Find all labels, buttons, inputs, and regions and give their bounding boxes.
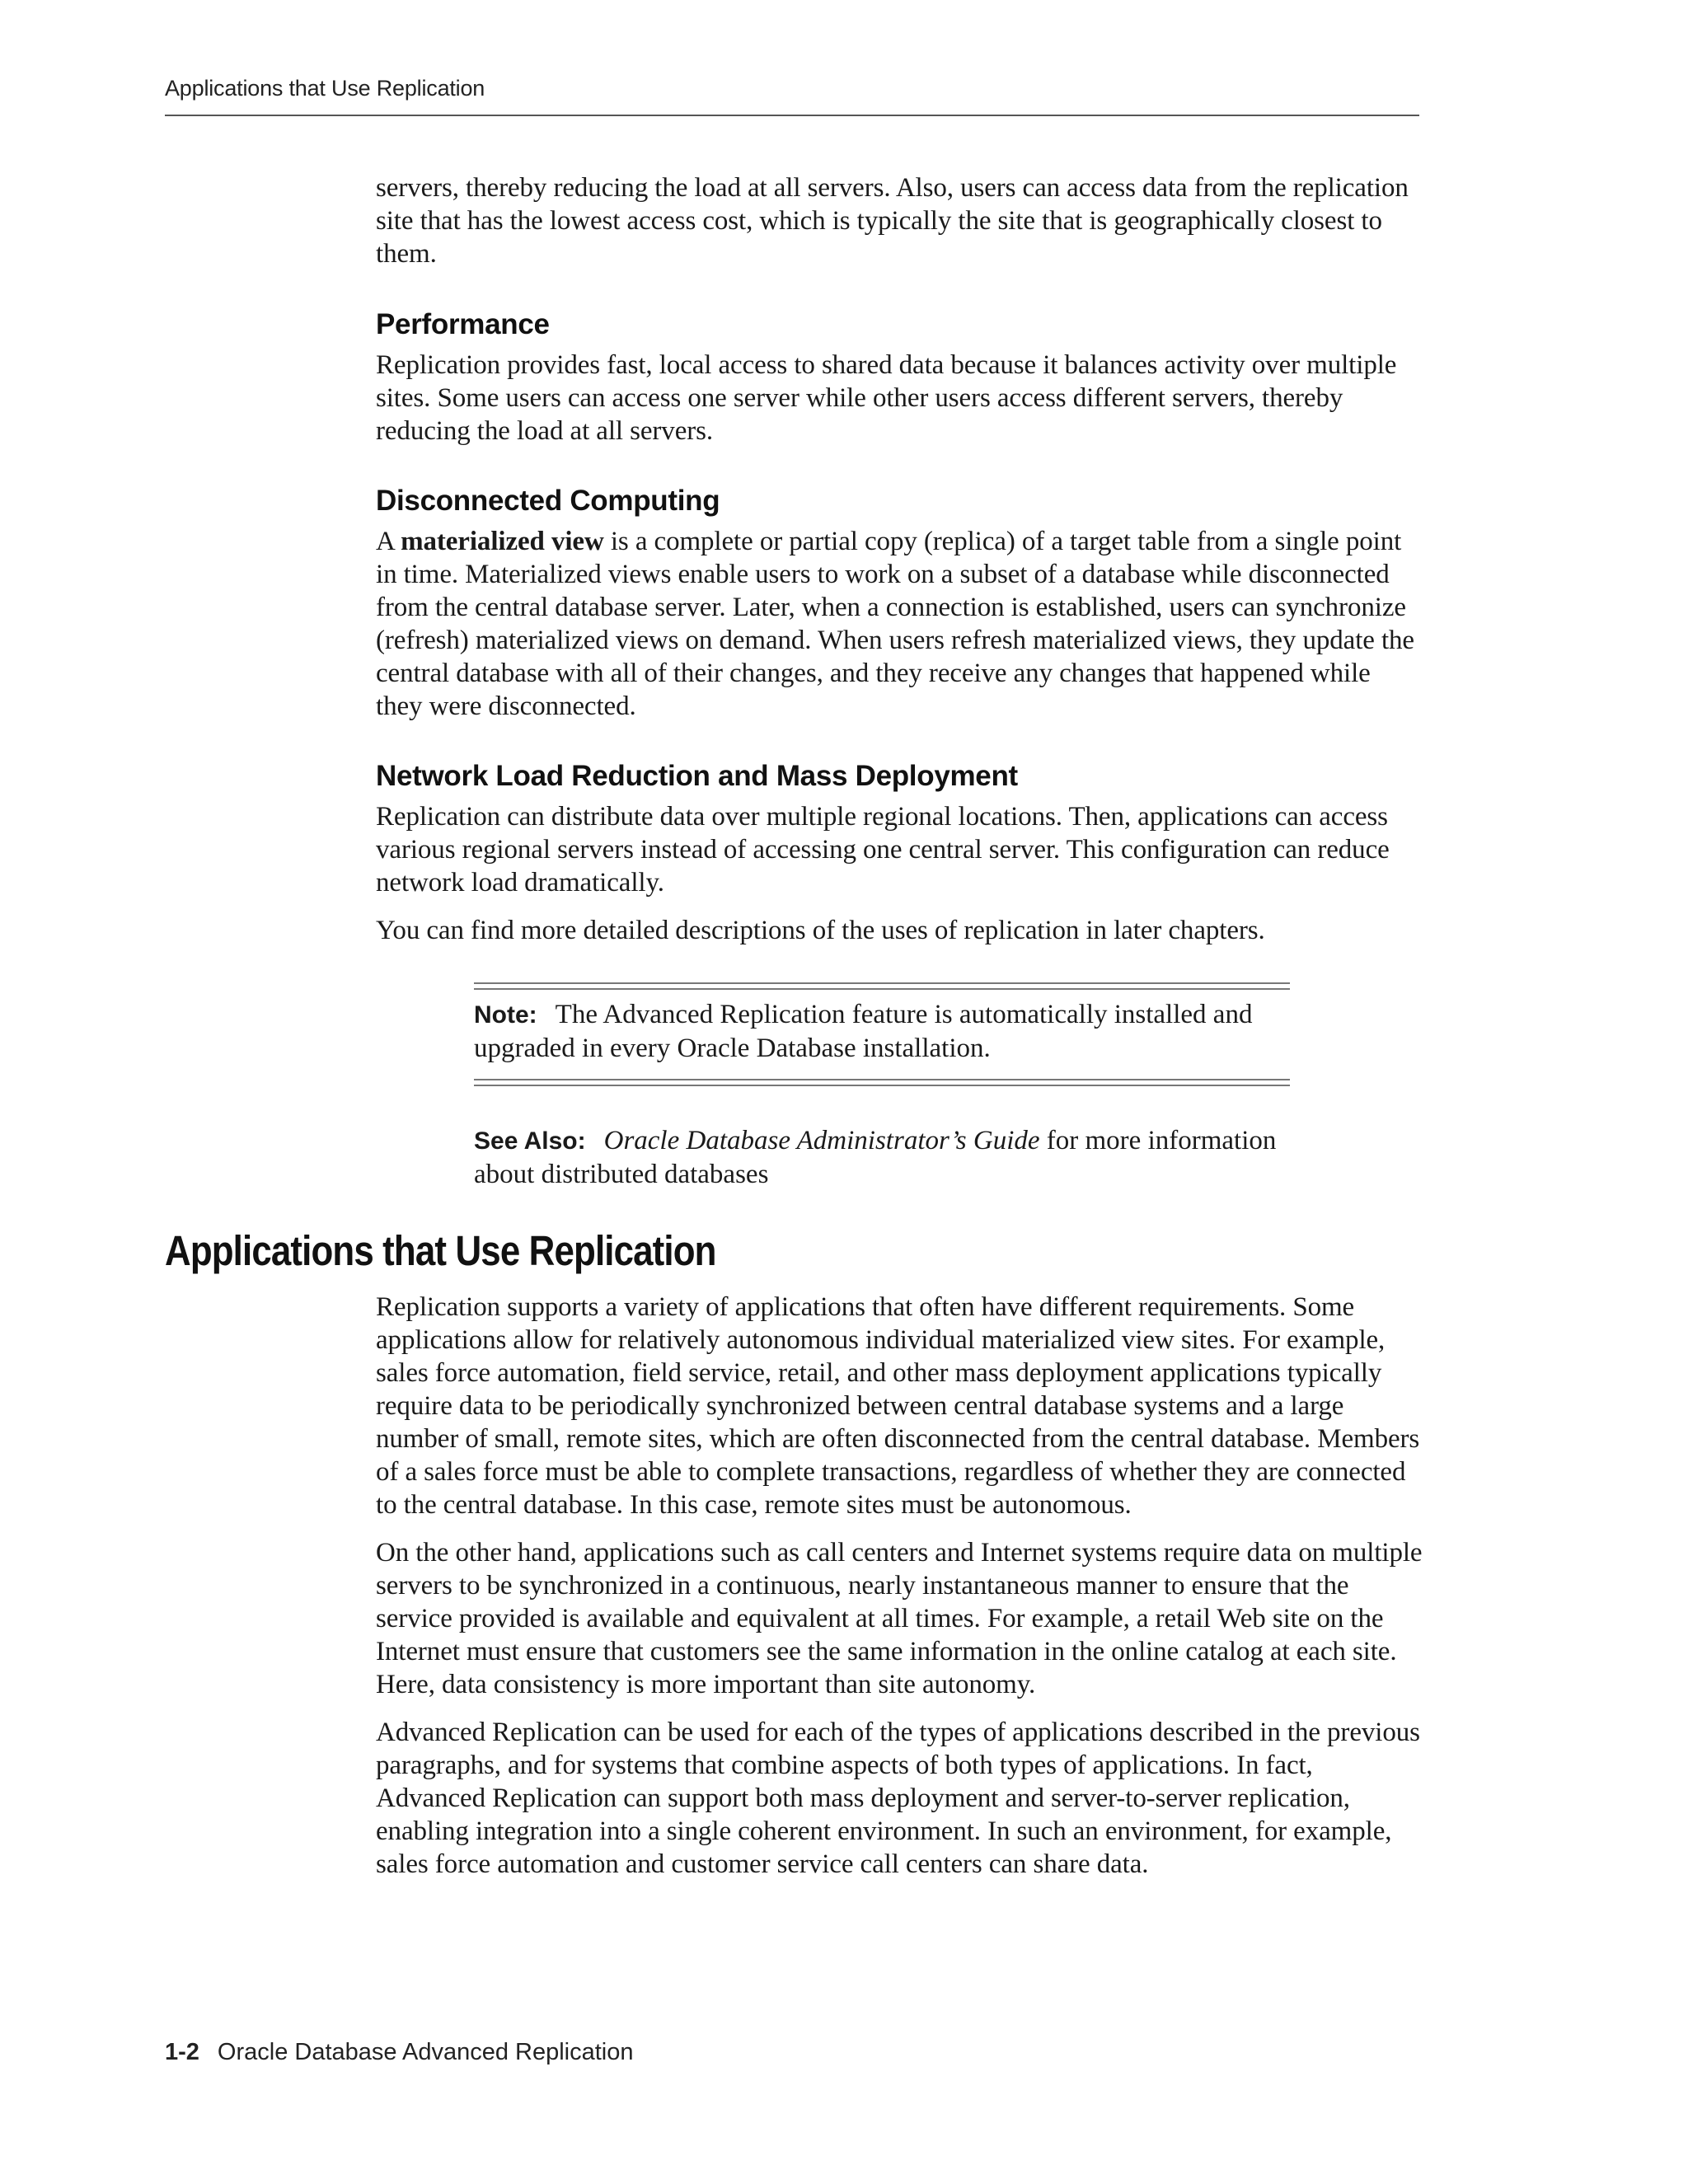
intro-paragraph [376, 171, 1423, 270]
note-top-rule [474, 982, 1290, 990]
applications-p3: Advanced Replication can be used for each of the types of applications described in the previous paragraphs, and for systems that combine aspects of both types of applications. In fact, Advanced Replication can support both mass deployment and server-to-server replication, enabling integration into a single coherent environment. In such an environment, for example, sales force automation and customer service call centers can share data. [376, 1718, 1420, 1879]
note-paragraph [474, 998, 1298, 1065]
note-text: The Advanced Replication feature is automatically installed and upgraded in every Oracle Database installation. [474, 1000, 1253, 1063]
page-footer [165, 2039, 634, 2066]
note-label: Note: [474, 1001, 537, 1029]
applications-p2: On the other hand, applications such as call centers and Internet systems require data on multiple servers to be synchronized in a continuous, nearly instantaneous manner to ensure that the service provided is available and equivalent at all times. For example, a retail Web site on the Internet must ensure that customers see the same information in the online catalog at each site. Here, data consistency is more important than site autonomy. [376, 1538, 1423, 1699]
applications-section [376, 1291, 1423, 1881]
see-also-box [474, 1124, 1298, 1191]
performance-heading: Performance [376, 308, 550, 340]
see-also-link[interactable]: Oracle Database Administrator’s Guide [603, 1126, 1040, 1155]
intro-text: servers, thereby reducing the load at all servers. Also, users can access data from the replication site that has the lowest access cost, which is typically the site that is geographically closest to them. [376, 173, 1409, 269]
performance-text: Replication provides fast, local access to shared data because it balances activity over multiple sites. Some users can access one server while other users access different servers, thereby reducing the load at all servers. [376, 350, 1397, 446]
disconnected-paragraph [376, 525, 1423, 723]
network-heading: Network Load Reduction and Mass Deployment [376, 760, 1018, 792]
disconnected-heading: Disconnected Computing [376, 485, 720, 517]
note-box [474, 998, 1298, 1065]
disconnected-text: is a complete or partial copy (replica) of a target table from a single point in time. Materialized views enable users to work on a subset of a database while disconnected from the central database server. Later, when a connection is established, users can synchronize (refresh) materialized views on demand. When users refresh materialized views, they update the central database with all of their changes, and they receive any changes that happened while they were disconnected. [376, 527, 1414, 721]
network-followup: You can find more detailed descriptions of the uses of replication in later chapters. [376, 916, 1265, 945]
header-rule [165, 115, 1419, 116]
network-text: Replication can distribute data over multiple regional locations. Then, applications can access various regional servers instead of accessing one central server. This configuration can reduce network load dramatically. [376, 802, 1390, 898]
note-bottom-rule [474, 1079, 1290, 1086]
applications-p1: Replication supports a variety of applications that often have different requirements. Some applications allow for relatively autonomous individual materialized view sites. For example, sales force automation, field service, retail, and other mass deployment applications typically require data to be periodically synchronized between central database systems and a large number of small, remote sites, which are often disconnected from the central database. Members of a sales force must be able to complete transactions, regardless of whether they are connected to the central database. In this case, remote sites must be autonomous. [376, 1292, 1420, 1520]
section-heading: Applications that Use Replication [165, 1227, 716, 1274]
materialized-view-term: materialized view [401, 527, 604, 556]
disconnected-lead: A [376, 527, 394, 556]
disconnected-section [376, 525, 1423, 723]
running-header: Applications that Use Replication [165, 76, 485, 101]
book-title: Oracle Database Advanced Replication [217, 2039, 634, 2065]
see-also-label: See Also: [474, 1127, 586, 1155]
see-also-paragraph [474, 1124, 1298, 1191]
network-section [376, 800, 1423, 947]
see-also-text: for more information about distributed databases [474, 1126, 1277, 1189]
page-number: 1-2 [165, 2039, 199, 2065]
performance-section [376, 349, 1423, 448]
